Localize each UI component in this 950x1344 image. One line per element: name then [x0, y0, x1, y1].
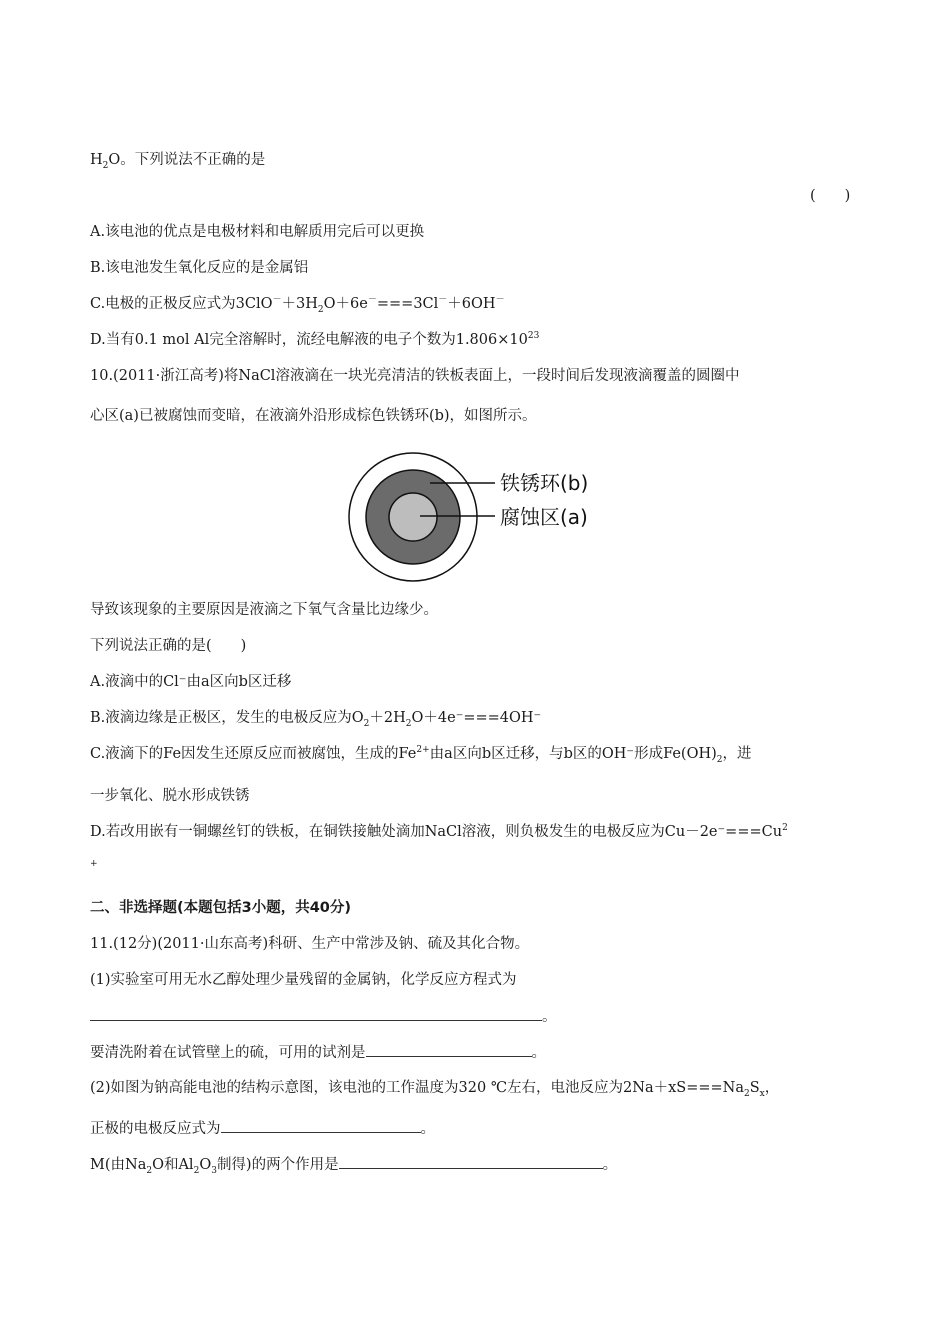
- q10-cause: 导致该现象的主要原因是液滴之下氧气含量比边缘少。: [90, 602, 438, 618]
- q11-part3: M(由$Na_2O$和$Al_2O_3$制得)的两个作用是 。: [90, 1154, 617, 1175]
- label-corrosion-zone: 腐蚀区(a): [500, 505, 588, 529]
- q9-stem-tail: $H_2O$。下列说法不正确的是: [90, 152, 266, 171]
- q10-option-d: D.若改用嵌有一铜螺丝钉的铁板，在铜铁接触处滴加NaCl溶液，则负极发生的电极反应为$Cu-2e^-===Cu^2$: [90, 823, 788, 840]
- q10-stem-line2: 心区(a)已被腐蚀而变暗，在液滴外沿形成棕色铁锈环(b)，如图所示。: [90, 408, 537, 424]
- q9-option-b: B.该电池发生氧化反应的是金属铝: [90, 260, 309, 276]
- q11-part2b: 正极的电极反应式为 。: [90, 1118, 435, 1139]
- q10-option-a: A.液滴中的Cl⁻由a区向b区迁移: [90, 674, 292, 690]
- label-rust-ring: 铁锈环(b): [500, 471, 589, 495]
- answer-blank-equation[interactable]: [90, 1006, 542, 1021]
- q11-part2: (2)如图为钠高能电池的结构示意图，该电池的工作温度为320 ℃左右，电池反应为$2Na+xS===Na_2S_x$，: [90, 1080, 780, 1099]
- answer-blank-reagent[interactable]: [366, 1042, 532, 1057]
- q11-part1-answer-line: 。: [90, 1006, 557, 1027]
- answer-blank-two-roles[interactable]: [339, 1154, 603, 1169]
- answer-blank-cathode-reaction[interactable]: [221, 1118, 421, 1133]
- section2-title: 二、非选择题(本题包括3小题，共40分): [90, 900, 352, 916]
- q10-option-c: C.液滴下的Fe因发生还原反应而被腐蚀，生成的$Fe^{2+}$由a区向b区迁移，与b区的OH⁻形成$Fe(OH)_2$，进: [90, 745, 752, 765]
- q9-answer-bracket: ( ): [810, 188, 851, 204]
- corrosion-ring-figure: [340, 452, 610, 588]
- q11-part1: (1)实验室可用无水乙醇处理少量残留的金属钠，化学反应方程式为: [90, 972, 517, 988]
- q9-option-a: A.该电池的优点是电极材料和电解质用完后可以更换: [90, 224, 425, 240]
- q9-option-d: D.当有0.1 mol Al完全溶解时，流经电解液的电子个数为$1.806\times 10^{23}$: [90, 331, 540, 348]
- q10-option-b: B.液滴边缘是正极区，发生的电极反应为$O_2+2H_2O+4e^-===4OH^-$: [90, 710, 542, 729]
- q10-ask: 下列说法正确的是( ): [90, 638, 247, 654]
- q10-option-d-wrap: +: [90, 859, 98, 870]
- q10-stem-line1: 10.(2011·浙江高考)将NaCl溶液滴在一块光亮清洁的铁板表面上，一段时间后发现液滴覆盖的圆圈中: [90, 368, 740, 384]
- q10-option-c-line2: 一步氧化、脱水形成铁锈: [90, 788, 250, 804]
- q11-stem: 11.(12分)(2011·山东高考)科研、生产中常涉及钠、硫及其化合物。: [90, 936, 530, 952]
- q11-part1b: 要清洗附着在试管壁上的硫，可用的试剂是 。: [90, 1042, 546, 1063]
- q9-option-c: C.电极的正极反应式为$3ClO^-+3H_2O+6e^-===3Cl^-+6OH^-$: [90, 295, 505, 315]
- corrosion-zone-circle: [389, 493, 437, 541]
